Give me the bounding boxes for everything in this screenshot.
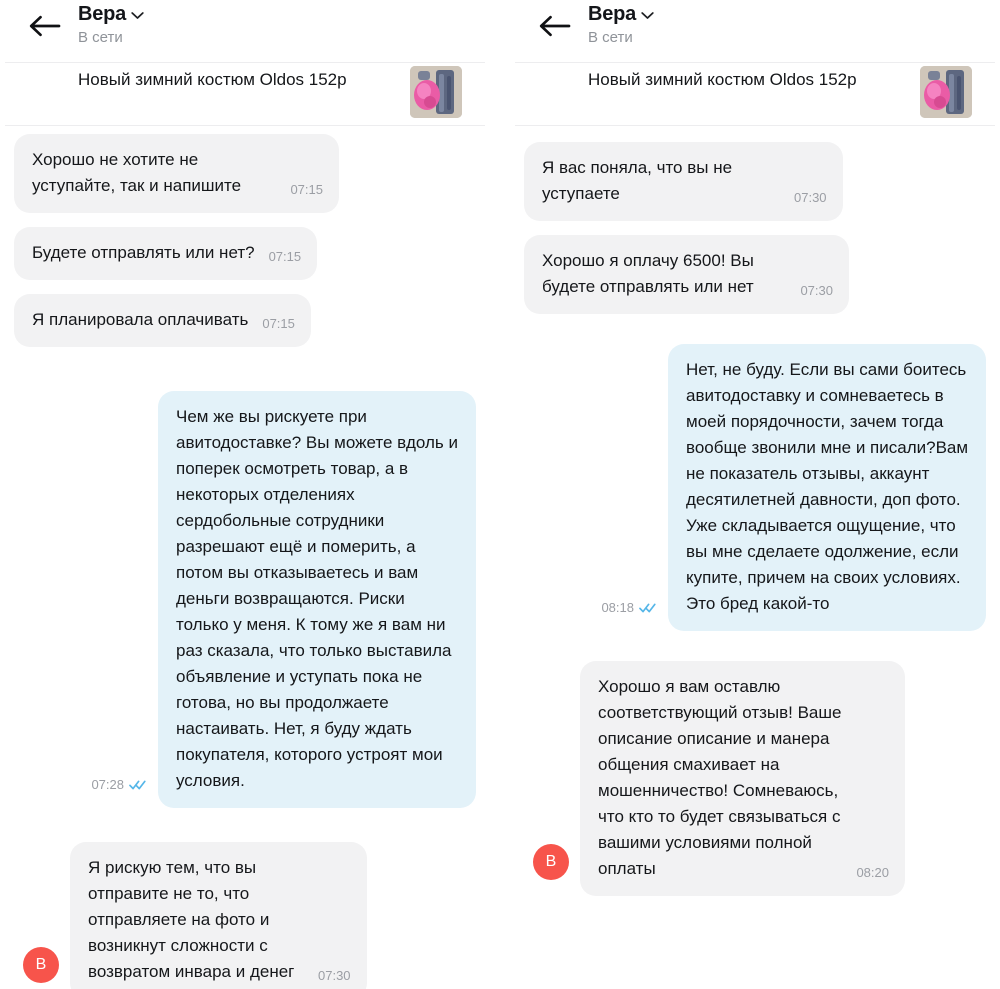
message-meta xyxy=(601,600,656,615)
message-text: Хорошо я вам оставлю соответствующий отзыв! Ваше описание описание и манера общения смахивает на мошенничество! Сомневаюсь, что кто то будет связываться с вашими условиями полной оплаты xyxy=(598,677,847,878)
chat-header xyxy=(510,0,1000,63)
peer-info[interactable] xyxy=(588,3,654,47)
message-bubble-incoming[interactable] xyxy=(14,227,317,280)
chat-panel-left xyxy=(0,0,490,989)
message-meta xyxy=(856,865,889,882)
message-time: 07:30 xyxy=(318,968,351,983)
product-photo-thumbnail[interactable] xyxy=(920,66,972,118)
message-text: Я вас поняла, что вы не уступаете xyxy=(542,158,737,203)
message-meta xyxy=(91,777,146,792)
message-row xyxy=(510,142,1000,221)
message-time: 08:20 xyxy=(856,865,889,880)
message-time: 07:15 xyxy=(268,249,302,264)
message-bubble-incoming[interactable] xyxy=(524,142,843,221)
message-meta xyxy=(269,249,302,266)
message-time: 07:30 xyxy=(800,283,833,298)
message-row xyxy=(0,391,490,808)
message-text: Нет, не буду. Если вы сами боитесь авитодоставку и сомневаетесь в моей порядочности, зачем тогда вообще звонили мне и писали?Вам не показатель отзывы, аккаунт десятилетней давности, доп фото. Уже складывается ощущение, что вы мне сделаете одолжение, если купите, причем на своих условиях. Это бред какой-то xyxy=(686,360,973,613)
product-photo-thumbnail[interactable] xyxy=(410,66,462,118)
message-row xyxy=(510,344,1000,631)
message-meta xyxy=(800,283,833,300)
message-time: 07:15 xyxy=(262,316,295,331)
message-bubble-outgoing[interactable] xyxy=(158,391,476,808)
message-meta xyxy=(794,190,827,207)
message-bubble-incoming[interactable] xyxy=(14,134,339,213)
avatar[interactable]: В xyxy=(23,947,59,983)
message-text: Хорошо я оплачу 6500! Вы будете отправлять или нет xyxy=(542,251,759,296)
chat-panel-right xyxy=(510,0,1000,989)
pinned-product-title: Новый зимний костюм Oldos 152р xyxy=(78,70,347,89)
avatar[interactable]: В xyxy=(533,844,569,880)
message-text: Я рискую тем, что вы отправите не то, что отправляете на фото и возникнут сложности с возвратом инвара и денег xyxy=(88,858,295,981)
message-time: 07:28 xyxy=(91,777,124,792)
message-row xyxy=(0,294,490,347)
message-row xyxy=(0,227,490,280)
back-arrow-icon[interactable] xyxy=(538,14,572,38)
double-check-icon xyxy=(639,603,656,613)
peer-info[interactable] xyxy=(78,3,144,47)
chat-header xyxy=(0,0,490,63)
message-meta xyxy=(290,182,323,199)
back-arrow-icon[interactable] xyxy=(28,14,62,38)
peer-status: В сети xyxy=(78,29,123,46)
message-bubble-incoming[interactable] xyxy=(14,294,311,347)
message-list-left xyxy=(0,126,490,989)
pinned-product-bar[interactable] xyxy=(510,63,1000,126)
peer-name: Вера xyxy=(588,3,637,25)
chevron-down-icon[interactable] xyxy=(131,7,144,25)
peer-name: Вера xyxy=(78,3,127,25)
message-bubble-incoming[interactable] xyxy=(580,661,905,896)
message-meta xyxy=(262,316,295,333)
message-bubble-incoming[interactable] xyxy=(70,842,367,989)
message-text: Будете отправлять или нет? xyxy=(32,243,255,262)
message-text: Чем же вы рискуете при авитодоставке? Вы можете вдоль и поперек осмотреть товар, а в некоторых отделениях сердобольные сотрудники разрешают ещё и померить, а потом вы отказываетесь и вам деньги возвращаются. Риски только у меня. К тому же я вам ни раз сказала, что только выставила объявление и уступать пока не готова, но вы продолжаете настаивать. Нет, я буду ждать покупателя, которого устроят мои условия. xyxy=(176,407,463,790)
message-text: Я планировала оплачивать xyxy=(32,310,249,329)
pinned-product-title: Новый зимний костюм Oldos 152р xyxy=(588,70,857,89)
message-time: 07:15 xyxy=(290,182,323,197)
message-row xyxy=(510,235,1000,314)
message-bubble-outgoing[interactable] xyxy=(668,344,986,631)
message-meta xyxy=(318,968,351,985)
chevron-down-icon[interactable] xyxy=(641,7,654,25)
message-time: 08:18 xyxy=(601,600,634,615)
peer-status: В сети xyxy=(588,29,633,46)
message-row xyxy=(510,661,1000,896)
message-list-right xyxy=(510,126,1000,896)
message-row xyxy=(0,134,490,213)
double-check-icon xyxy=(129,780,146,790)
message-time: 07:30 xyxy=(794,190,827,205)
message-text: Хорошо не хотите не уступайте, так и напишите xyxy=(32,150,242,195)
message-row xyxy=(0,842,490,989)
message-bubble-incoming[interactable] xyxy=(524,235,849,314)
pinned-product-bar[interactable] xyxy=(0,63,490,126)
